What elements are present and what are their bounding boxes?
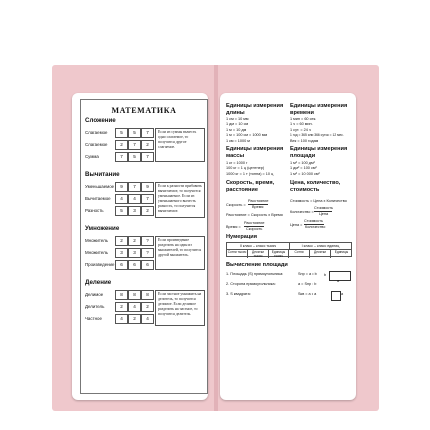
price-formula-den: Количество	[305, 225, 326, 229]
area-units-heading: Единицы измерения площади	[290, 146, 348, 159]
speed-formula-den: Время	[252, 205, 264, 209]
area-calc-line: 2. Сторона прямоугольника:	[226, 282, 276, 286]
table-row: Множитель 3 3 ?	[85, 248, 205, 257]
mass-lines: 1 кг = 1000 г 100 кг = 1 ц (центнер) 1000 кг = 1 т (тонна) = 10 ц	[226, 161, 274, 176]
speed-formula-num: Расстояние	[248, 199, 269, 203]
table-row: Разность 5 3 2	[85, 206, 205, 215]
table-row: Делитель 2 4 2	[85, 302, 205, 311]
area-calc-line: 1. Площадь (S) прямоугольника:	[226, 272, 284, 276]
length-heading: Единицы измерения длины	[226, 103, 284, 116]
speed-formula-label: Скорость =	[226, 203, 246, 207]
quantity-formula-num: Стоимость	[314, 206, 334, 210]
table-row: Произведение 6 6 6	[85, 260, 205, 269]
numbering-heading: Нумерация	[226, 234, 257, 240]
time-lines: 1 мин = 60 сек. 1 ч = 60 мин. 1 сут. = 24 ч 1 год = 365 или 366 суток = 12 мес. Век = 100 годам	[290, 117, 344, 143]
numbering-table: II класс – класс тысяч I класс – класс единиц Сотни тысяч Десятки тысяч Единицы тысяч Сотни Десятки Единицы	[226, 242, 352, 257]
area-calc-formula: a = Sпр : b	[298, 282, 317, 286]
square-side-label: a	[341, 292, 344, 296]
time-formula-num: Расстояние	[244, 221, 265, 225]
distance-formula: Расстояние = Скорость х Время	[226, 213, 283, 217]
book-spine	[214, 65, 218, 411]
time-formula-label: Время =	[226, 225, 241, 229]
area-calc-formula: Sпр = a • b	[298, 272, 317, 276]
math-panel	[80, 99, 208, 394]
length-lines: 1 см = 10 мм 1 дм = 10 см 1 м = 10 дм 1 м = 100 см = 1000 мм 1 км = 1000 м	[226, 117, 268, 143]
table-row: Множитель 2 2 ?	[85, 236, 205, 245]
time-formula-den: Скорость	[246, 227, 263, 231]
page-title: МАТЕМАТИКА	[111, 106, 177, 115]
time-heading: Единицы измерения времени	[290, 103, 348, 116]
square-figure	[331, 291, 344, 301]
quantity-formula-label: Количество =	[290, 210, 314, 214]
section-heading: Вычитание	[85, 171, 120, 178]
section-heading: Сложение	[85, 117, 116, 124]
table-row: Частное 4 2 4	[85, 314, 205, 323]
cost-formula: Стоимость = Цена х Количество	[290, 199, 347, 203]
mass-heading: Единицы измерения массы	[226, 146, 284, 159]
price-heading: Цена, количество, стоимость	[290, 180, 341, 193]
rule-note: Если частное умножить на делитель, то получится делимое. Если делимое разделить на частное, то получится делитель.	[155, 290, 205, 326]
section-heading: Деление	[85, 279, 112, 286]
table-row: Сумма 7 5 7	[85, 152, 205, 161]
price-formula-label: Цена =	[290, 223, 303, 227]
rule-note: Если к разности прибавить вычитаемое, то получится уменьшаемое. Если из уменьшаемого вычесть разность, то получится вычитаемое.	[155, 182, 205, 218]
section-heading: Умножение	[85, 225, 120, 232]
quantity-formula-den: Цена	[319, 212, 329, 216]
rectangle-figure	[329, 271, 351, 281]
area-calc-line: 3. S квадрата:	[226, 292, 251, 296]
table-row: Уменьшаемое 9 7 9	[85, 182, 205, 191]
table-row: Делимое 8 8 8	[85, 290, 205, 299]
speed-heading: Скорость, время, расстояние	[226, 180, 275, 193]
table-row: Слагаемое 5 5 7	[85, 128, 205, 137]
rect-side-label: b	[324, 273, 327, 277]
price-formula-num: Стоимость	[304, 219, 324, 223]
area-calc-heading: Вычисление площади	[226, 262, 288, 268]
area-calc-formula: Sкв = a • a	[298, 292, 317, 296]
table-row: Вычитаемое 4 4 7	[85, 194, 205, 203]
area-unit-lines: 1 м² = 100 дм² 1 дм² = 100 см² 1 м² = 10 000 см²	[290, 161, 320, 176]
reference-panel	[226, 99, 352, 392]
table-row: Слагаемое 2 7 2	[85, 140, 205, 149]
rule-note: Если произведение разделить на один из множителей, то получится другой множитель.	[155, 236, 205, 270]
rect-side-label: a	[337, 279, 340, 283]
rule-note: Если из суммы вычесть одно слагаемое, то получится другое слагаемое.	[155, 128, 205, 162]
